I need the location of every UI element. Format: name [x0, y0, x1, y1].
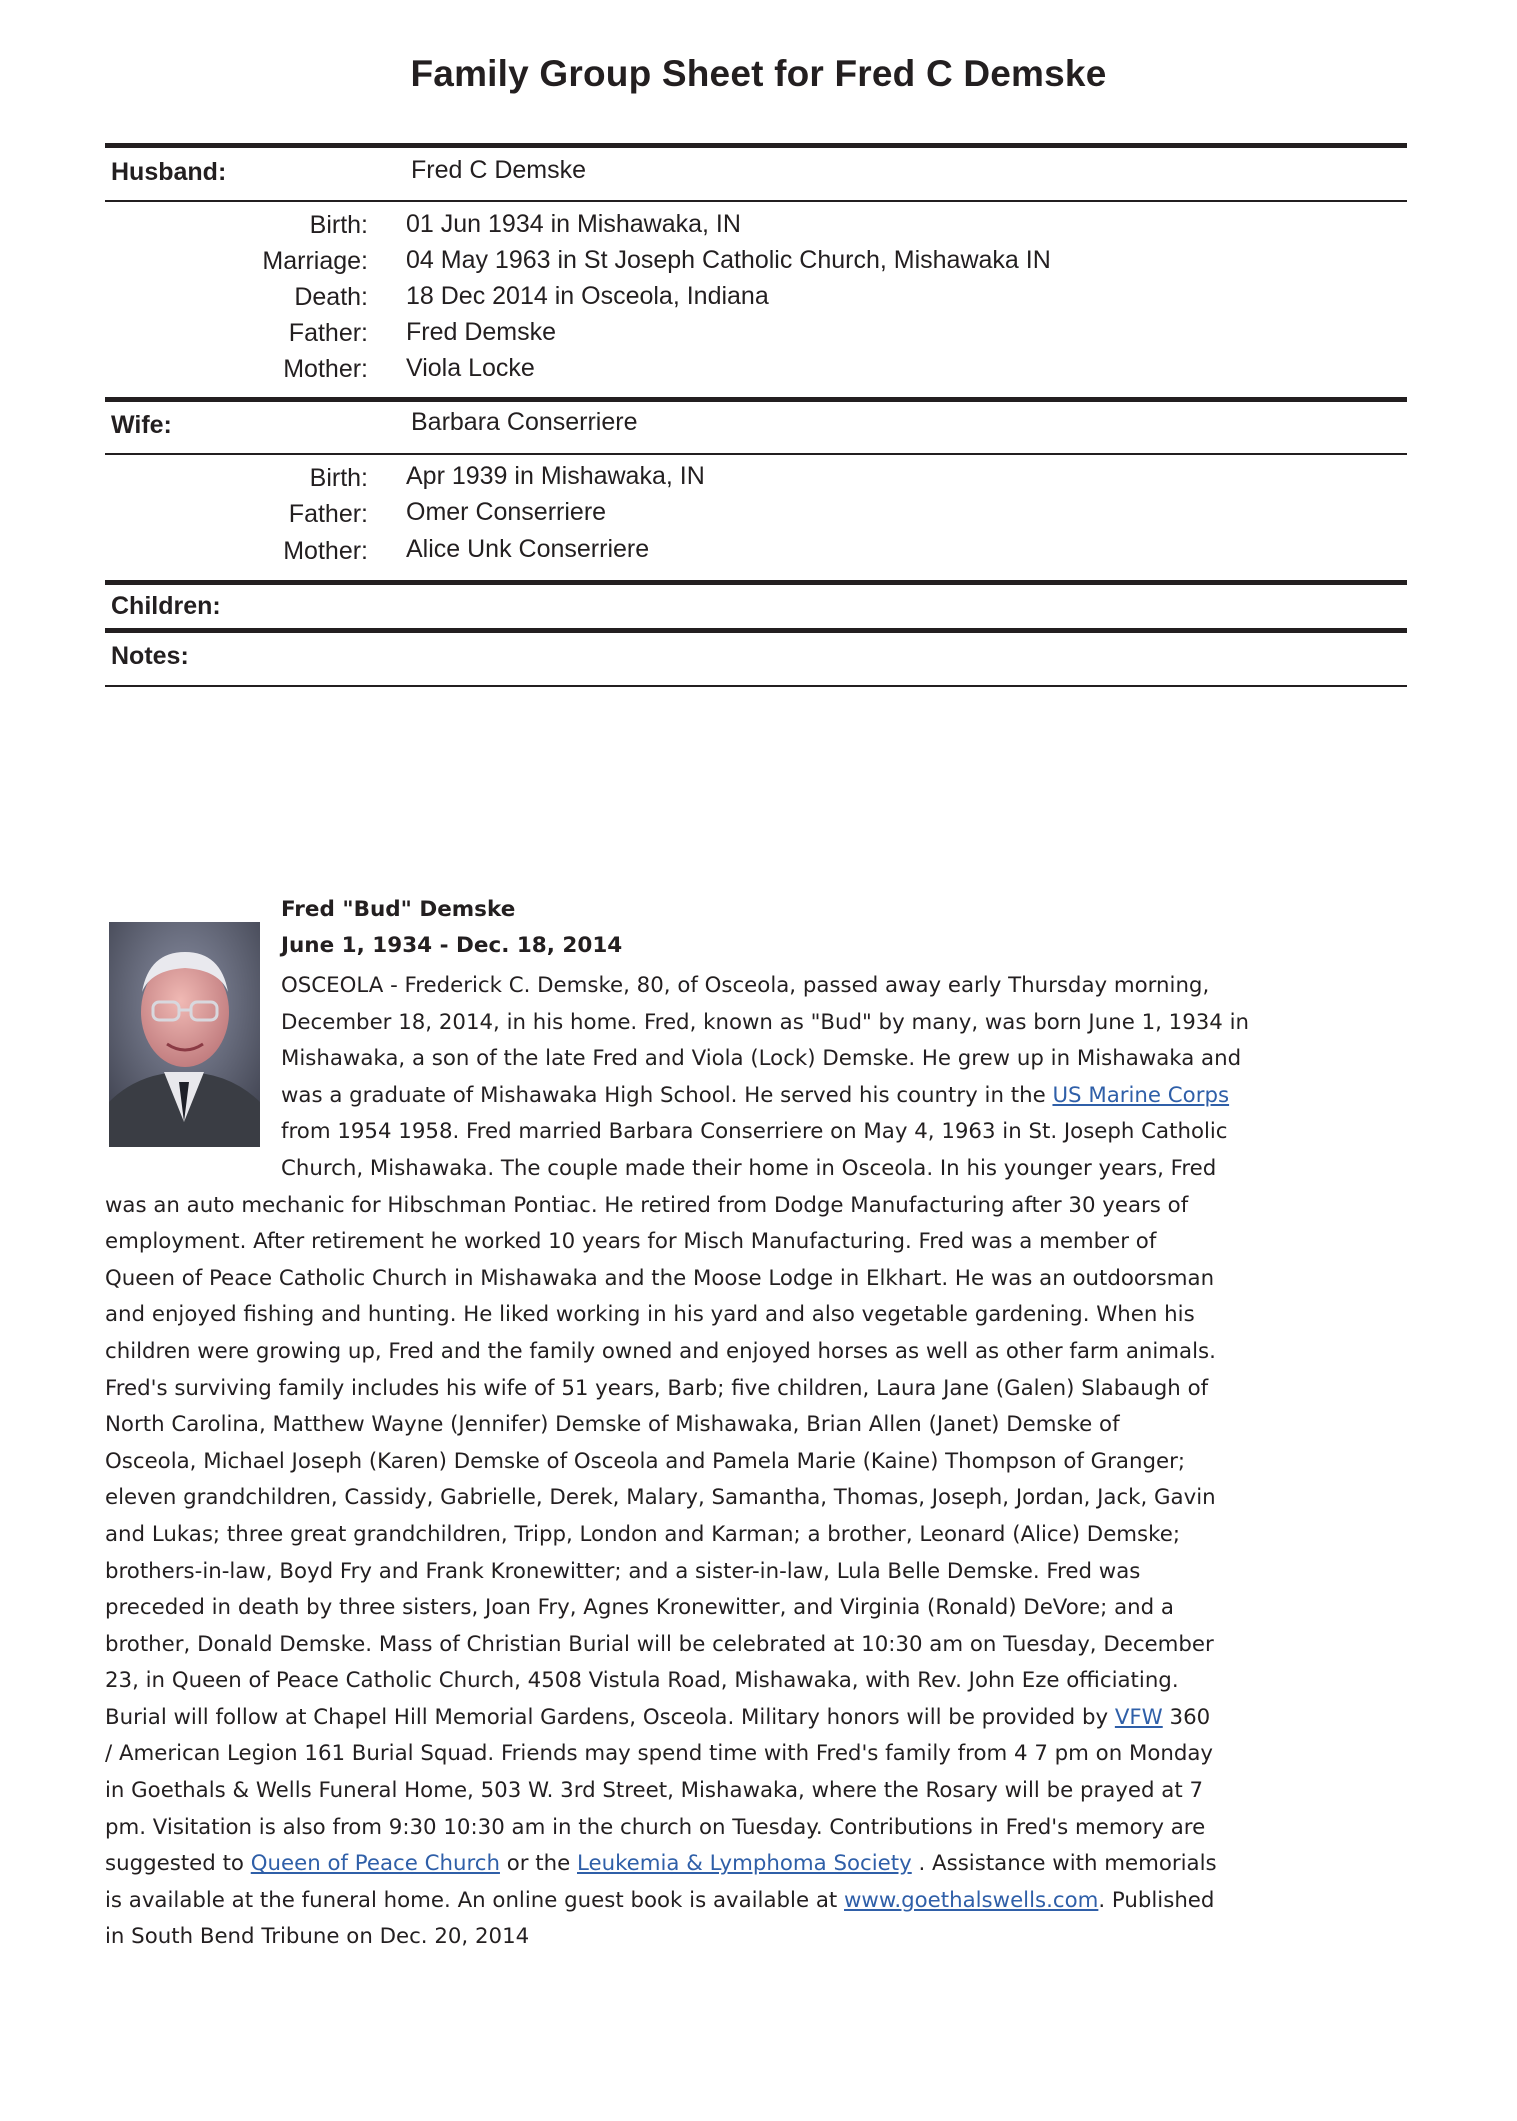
- obituary-line: and enjoyed fishing and hunting. He liked working in his yard and also vegetable gardening. When his: [105, 1302, 1195, 1328]
- obituary-line: [105, 1883, 1415, 1920]
- page-title: Family Group Sheet for Fred C Demske: [410, 53, 1107, 94]
- obituary-line: Church, Mishawaka. The couple made their home in Osceola. In his younger years, Fred: [281, 1155, 1217, 1181]
- obituary-line: [105, 1078, 1415, 1115]
- fact-value: Viola Locke: [406, 354, 535, 382]
- fact-value: Omer Conserriere: [406, 498, 607, 526]
- rule: [105, 200, 1407, 202]
- rule: [105, 143, 1407, 148]
- obituary-line: pm. Visitation is also from 9:30 10:30 am in the church on Tuesday. Contributions in Fred's memory are: [105, 1814, 1206, 1840]
- obituary-line: [105, 1700, 1415, 1737]
- fact-value: 18 Dec 2014 in Osceola, Indiana: [406, 282, 769, 310]
- obituary-line: Osceola, Michael Joseph (Karen) Demske of Osceola and Pamela Marie (Kaine) Thompson of Granger;: [105, 1448, 1186, 1474]
- fact-label: Birth:: [309, 464, 368, 492]
- obituary-line: children were growing up, Fred and the family owned and enjoyed horses as well as other farm animals.: [105, 1338, 1216, 1364]
- wife-label: Wife:: [111, 411, 172, 439]
- obituary-line: preceded in death by three sisters, Joan Fry, Agnes Kronewitter, and Virginia (Ronald) DeVore; and a: [105, 1595, 1174, 1621]
- us-marine-corps-link[interactable]: US Marine Corps: [1052, 1082, 1230, 1108]
- obituary-text-span: or the: [499, 1851, 577, 1877]
- wife-name: Barbara Conserriere: [411, 408, 638, 436]
- fact-label: Father:: [288, 319, 368, 347]
- obituary-line: in South Bend Tribune on Dec. 20, 2014: [105, 1924, 530, 1950]
- obituary-name: Fred "Bud" Demske: [281, 897, 516, 922]
- obituary-line: from 1954 1958. Fred married Barbara Conserriere on May 4, 1963 in St. Joseph Catholic: [281, 1119, 1228, 1145]
- rule: [105, 685, 1407, 687]
- fact-label: Mother:: [283, 537, 368, 565]
- obituary-line: and Lukas; three great grandchildren, Tripp, London and Karman; a brother, Leonard (Alice) Demske;: [105, 1521, 1180, 1547]
- rule: [105, 628, 1407, 633]
- rule: [105, 397, 1407, 402]
- obituary-dates: June 1, 1934 - Dec. 18, 2014: [281, 933, 623, 958]
- husband-name: Fred C Demske: [411, 156, 587, 184]
- children-label: Children:: [111, 592, 221, 620]
- goethalswells-website-link[interactable]: www.goethalswells.com: [844, 1887, 1099, 1913]
- obituary-line: / American Legion 161 Burial Squad. Friends may spend time with Fred's family from 4 7 pm on Monday: [105, 1741, 1214, 1767]
- obituary-line: eleven grandchildren, Cassidy, Gabrielle, Derek, Malary, Samantha, Thomas, Joseph, Jordan, Jack, Gavin: [105, 1485, 1216, 1511]
- fact-value: 04 May 1963 in St Joseph Catholic Church, Mishawaka IN: [406, 246, 1051, 274]
- obituary-line: was an auto mechanic for Hibschman Pontiac. He retired from Dodge Manufacturing after 30 years of: [105, 1192, 1189, 1218]
- rule: [105, 580, 1407, 585]
- fact-label: Birth:: [309, 211, 368, 239]
- obituary-text-span: 360: [1162, 1704, 1211, 1730]
- obituary-line: December 18, 2014, in his home. Fred, known as "Bud" by many, was born June 1, 1934 in: [281, 1009, 1250, 1035]
- obituary-line: employment. After retirement he worked 10 years for Misch Manufacturing. Fred was a member of: [105, 1229, 1157, 1255]
- obituary-line: North Carolina, Matthew Wayne (Jennifer) Demske of Mishawaka, Brian Allen (Janet) Demske of: [105, 1412, 1120, 1438]
- obituary-line: in Goethals & Wells Funeral Home, 503 W. 3rd Street, Mishawaka, where the Rosary will be prayed at 7: [105, 1778, 1204, 1804]
- obituary-text: [105, 968, 1415, 1956]
- obituary-line: Mishawaka, a son of the late Fred and Viola (Lock) Demske. He grew up in Mishawaka and: [281, 1046, 1242, 1072]
- notes-label: Notes:: [111, 642, 189, 670]
- fact-label: Death:: [294, 283, 368, 311]
- fact-value: 01 Jun 1934 in Mishawaka, IN: [406, 210, 741, 238]
- obituary-text-span: . Published: [1098, 1887, 1215, 1913]
- vfw-link[interactable]: VFW: [1114, 1704, 1163, 1730]
- obituary-line: brothers-in-law, Boyd Fry and Frank Kronewitter; and a sister-in-law, Lula Belle Demske. Fred was: [105, 1558, 1141, 1584]
- obituary-text-span: was a graduate of Mishawaka High School. He served his country in the: [281, 1082, 1053, 1108]
- rule: [105, 453, 1407, 455]
- obituary-text-span: . Assistance with memorials: [911, 1851, 1217, 1877]
- obituary-line: [105, 1846, 1415, 1883]
- obituary-line: Fred's surviving family includes his wife of 51 years, Barb; five children, Laura Jane (Galen) Slabaugh of: [105, 1375, 1209, 1401]
- obituary-text-span: Burial will follow at Chapel Hill Memorial Gardens, Osceola. Military honors will be provided by: [105, 1704, 1115, 1730]
- husband-label: Husband:: [111, 158, 227, 186]
- obituary-line: 23, in Queen of Peace Catholic Church, 4508 Vistula Road, Mishawaka, with Rev. John Eze officiating.: [105, 1668, 1179, 1694]
- fact-value: Apr 1939 in Mishawaka, IN: [406, 462, 705, 490]
- fact-value: Alice Unk Conserriere: [406, 535, 650, 563]
- fact-label: Marriage:: [262, 247, 368, 275]
- obituary-line: Queen of Peace Catholic Church in Mishawaka and the Moose Lodge in Elkhart. He was an outdoorsman: [105, 1265, 1215, 1291]
- obituary-text-span: suggested to: [105, 1851, 251, 1877]
- obituary-line: OSCEOLA - Frederick C. Demske, 80, of Osceola, passed away early Thursday morning,: [281, 973, 1210, 998]
- queen-of-peace-church-link[interactable]: Queen of Peace Church: [250, 1851, 500, 1877]
- obituary-line: brother, Donald Demske. Mass of Christian Burial will be celebrated at 10:30 am on Tuesday, December: [105, 1631, 1214, 1657]
- fact-label: Mother:: [283, 355, 368, 383]
- fact-label: Father:: [288, 500, 368, 528]
- obituary-text-span: is available at the funeral home. An online guest book is available at: [105, 1887, 845, 1913]
- fact-value: Fred Demske: [406, 318, 557, 346]
- leukemia-lymphoma-society-link[interactable]: Leukemia & Lymphoma Society: [577, 1851, 912, 1877]
